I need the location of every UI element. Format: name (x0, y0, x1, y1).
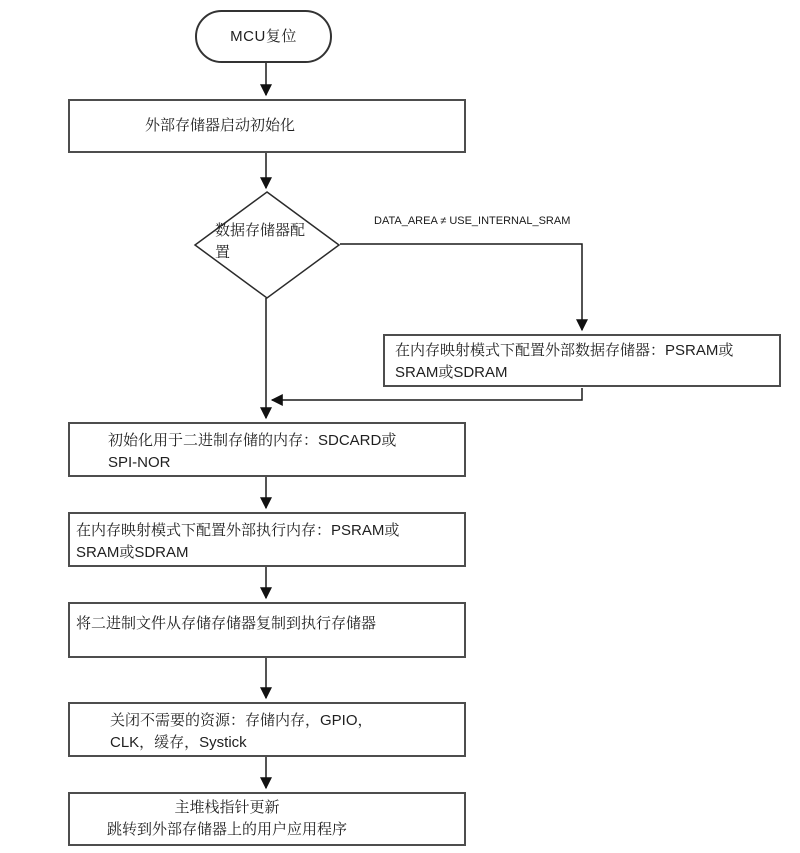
node-init-binary-mem-line1: 初始化用于二进制存储的内存：SDCARD或 (108, 432, 397, 449)
node-boot-init (68, 99, 466, 153)
node-jump-user-app-line1: 主堆栈指针更新 (174, 799, 280, 816)
node-config-data-mem (383, 334, 781, 387)
node-boot-init-label: 外部存储器启动初始化 (145, 117, 296, 134)
node-decision-label (215, 220, 331, 264)
node-copy-binary-label: 将二进制文件从存储存储器复制到执行存储器 (76, 615, 377, 632)
node-close-resources (68, 702, 466, 757)
edge-label-data-area-condition: DATA_AREA ≠ USE_INTERNAL_SRAM (374, 215, 571, 227)
node-config-data-mem-line2: SRAM或SDRAM (395, 364, 508, 381)
node-close-resources-line2: CLK，缓存，Systick (110, 734, 247, 751)
node-init-binary-mem-line2: SPI-NOR (108, 454, 171, 471)
node-jump-user-app-line2: 跳转到外部存储器上的用户应用程序 (106, 821, 347, 838)
node-copy-binary (68, 602, 466, 658)
edge-decision-to-configdata (340, 244, 582, 330)
edge-configdata-to-merge (272, 388, 582, 400)
node-mcu-reset (195, 10, 332, 63)
node-mcu-reset-label: MCU复位 (230, 27, 297, 45)
node-init-binary-mem (68, 422, 466, 477)
node-config-data-mem-line1: 在内存映射模式下配置外部数据存储器：PSRAM或 (395, 342, 734, 359)
node-close-resources-line1: 关闭不需要的资源：存储内存，GPIO， (110, 712, 373, 729)
node-jump-user-app-text (106, 797, 348, 841)
node-decision-line1: 数据存储器配 (215, 222, 306, 239)
node-config-exec-mem (68, 512, 466, 567)
node-jump-user-app (68, 792, 466, 846)
node-config-exec-mem-line1: 在内存映射模式下配置外部执行内存：PSRAM或 (76, 522, 400, 539)
node-config-exec-mem-line2: SRAM或SDRAM (76, 544, 189, 561)
node-decision-line2: 置 (215, 244, 231, 261)
